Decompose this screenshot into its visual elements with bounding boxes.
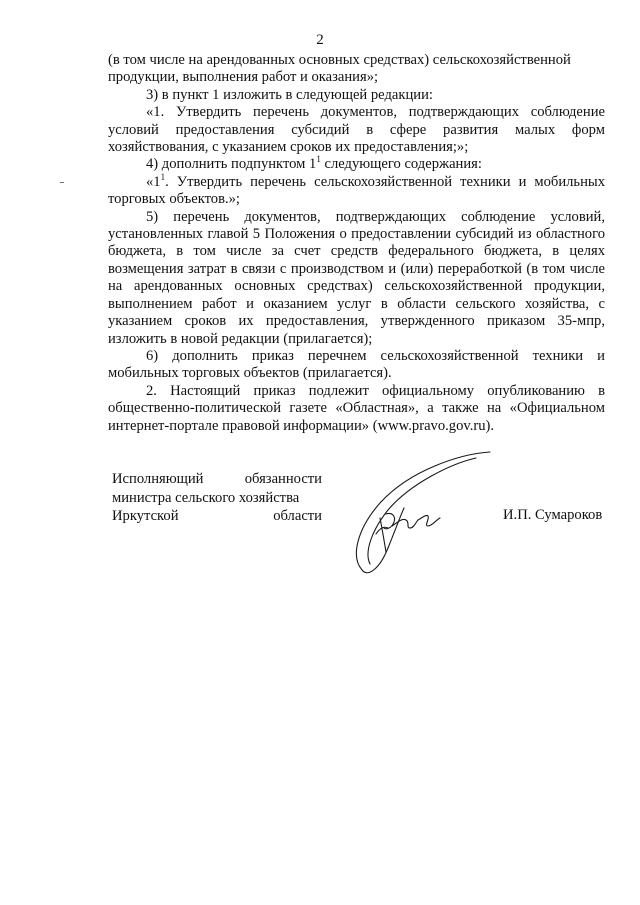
signer-name: И.П. Сумароков (503, 507, 603, 523)
superscript: 1 (316, 154, 321, 165)
paragraph-item-5: 5) перечень документов, подтверждающих соблюдение условий, установленных главой 5 Положения о предоставлении субсидий из областного бюджета, в том числе за счет средств федерального бюджета, в целях возмещения затрат в связи с производством и (или) переработкой (в том числе на арендованных основных средствах) сельскохозяйственной продукции, выполнением работ и оказанием услуг в области сельского хозяйства, с указанием сроков их предоставления, утвержденного приказом 35-мпр, изложить в новой редакции (прилагается); (108, 208, 605, 347)
superscript: 1 (160, 171, 166, 182)
paragraph-continuation (108, 52, 605, 87)
paragraph-item-4-text-a: 4) дополнить подпунктом 1 (146, 156, 317, 173)
position-line-2: министра сельского хозяйства (112, 489, 300, 506)
position-line-3 (112, 507, 322, 526)
paragraph-quote-1-1 (108, 171, 605, 209)
position-word-acting: Исполняющий (112, 471, 204, 487)
position-word-region: Иркутской (112, 508, 179, 524)
scan-mark (60, 182, 64, 183)
paragraph-quote-1-1-text-a: «1 (146, 173, 161, 190)
position-word-oblast: области (273, 508, 322, 524)
paragraph-item-4-text-b: следующего содержания: (320, 156, 482, 173)
page-number: 2 (316, 32, 324, 48)
signatory-position (112, 470, 322, 526)
paragraph-continuation-line-2: продукции, выполнения работ и оказания»; (108, 69, 379, 86)
paragraph-continuation-line-1: (в том числе на арендованных основных средствах) сельскохозяйственной (108, 52, 571, 68)
paragraph-quote-1: «1. Утвердить перечень документов, подтверждающих соблюдение условий предоставления субсидий в сфере развития малых форм хозяйствования, с указанием сроков их предоставления;»; (108, 104, 605, 156)
paragraph-item-6: 6) дополнить приказ перечнем сельскохозяйственной техники и мобильных торговых объектов (прилагается). (108, 347, 605, 382)
position-word-duties: обязанности (244, 471, 322, 487)
position-line-1 (112, 470, 322, 489)
handwritten-signature (340, 448, 500, 588)
document-body (108, 52, 605, 435)
paragraph-point-2: 2. Настоящий приказ подлежит официальному опубликованию в общественно-политической газете «Областная», а также на «Официальном интернет-портале правовой информации» (www.pravo.gov.ru). (108, 382, 605, 434)
paragraph-item-3: 3) в пункт 1 изложить в следующей редакции: (146, 86, 433, 103)
paragraph-item-4 (108, 156, 605, 173)
paragraph-quote-1-1-text-b: . Утвердить перечень сельскохозяйственной техники и мобильных торговых объектов.»; (108, 173, 605, 208)
